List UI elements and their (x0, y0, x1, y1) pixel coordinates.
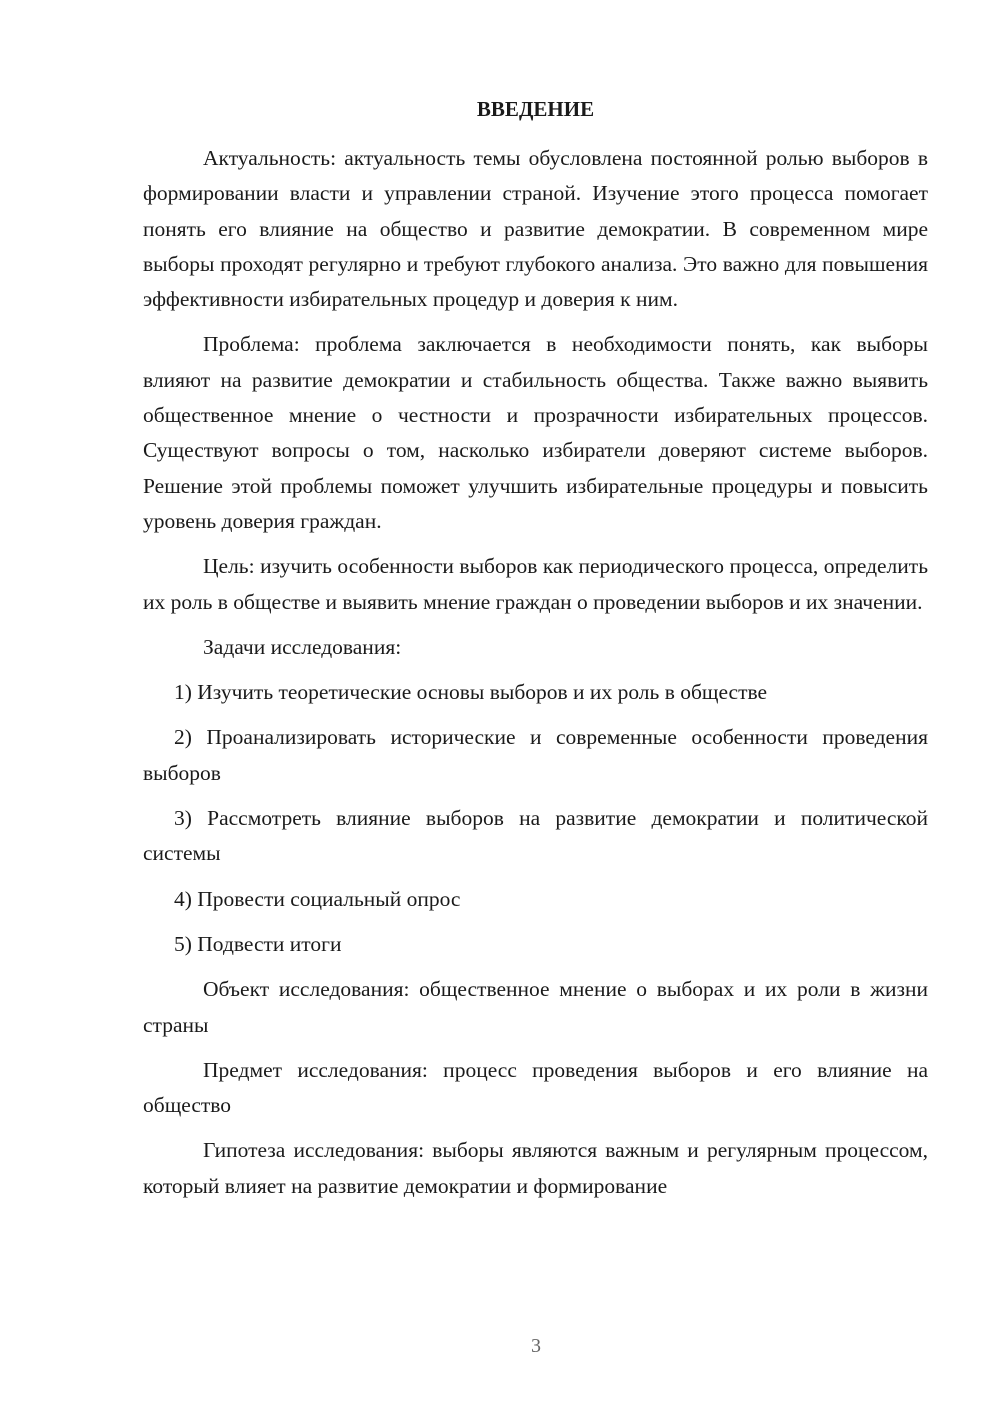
paragraph-subject: Предмет исследования: процесс проведения выборов и его влияние на общество (143, 1057, 928, 1118)
paragraph-tasks-title: Задачи исследования: (203, 634, 402, 659)
task-item-3: 3) Рассмотреть влияние выборов на развитие демократии и политической системы (143, 806, 928, 866)
task-item-2: 2) Проанализировать исторические и современные особенности проведения выборов (143, 725, 928, 785)
task-item-5: 5) Подвести итоги (174, 931, 342, 956)
paragraph-goal: Цель: изучить особенности выборов как периодического процесса, определить их роль в обществе и выявить мнение граждан о проведении выборов и их значении. (143, 554, 928, 614)
page-number: 3 (531, 1335, 541, 1357)
paragraph-problem: Проблема: проблема заключается в необходимости понять, как выборы влияют на развитие демократии и стабильность общества. Также важно выявить общественное мнение о честности и прозрачности избирательных процессов. Существуют вопросы о том, насколько избиратели доверяют системе выборов. Решение этой проблемы поможет улучшить избирательные процедуры и повысить уровень доверия граждан. (143, 332, 928, 533)
paragraph-hypothesis: Гипотеза исследования: выборы являются важным и регулярным процессом, который влияет на развитие демократии и формирование (143, 1138, 928, 1198)
paragraph-relevance: Актуальность: актуальность темы обусловлена постоянной ролью выборов в формировании власти и управлении страной. Изучение этого процесса помогает понять его влияние на общество и развитие демократии. В современном мире выборы проходят регулярно и требуют глубокого анализа. Это важно для повышения эффективности избирательных процедур и доверия к ним. (143, 146, 928, 312)
task-item-4: 4) Провести социальный опрос (174, 886, 461, 911)
task-item-1: 1) Изучить теоретические основы выборов и их роль в обществе (174, 680, 768, 705)
section-heading: ВВЕДЕНИЕ (476, 97, 595, 121)
paragraph-object: Объект исследования: общественное мнение о выборах и их роли в жизни страны (143, 977, 928, 1037)
page-content (143, 92, 928, 1214)
